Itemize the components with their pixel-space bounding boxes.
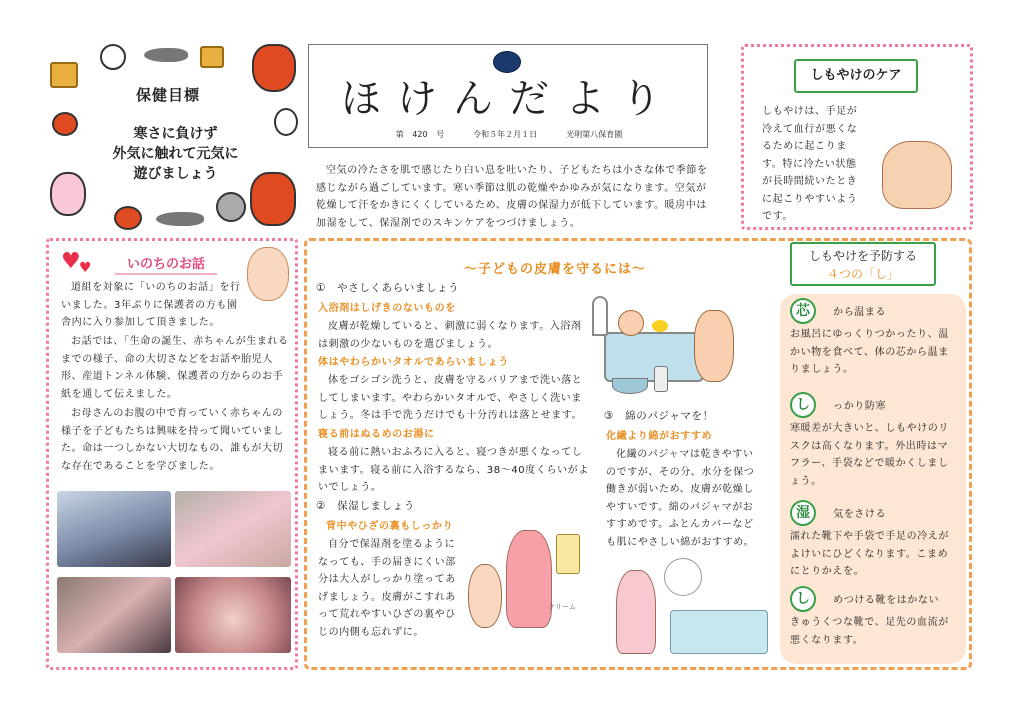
prevent-mark: し <box>790 392 816 418</box>
prevent-item-head: っかり防寒 <box>833 401 887 412</box>
event-photo <box>57 491 171 567</box>
prevent-item <box>790 298 960 379</box>
heart-icon: ♥ <box>79 260 92 276</box>
inochi-panel <box>46 238 298 670</box>
child-bathing-icon <box>618 310 644 336</box>
s2-head: 背中やひざの裏もしっかり <box>326 521 454 532</box>
s1c-text: 寝る前に熱いおふろに入ると、寝つきが悪くなってしまいます。寝る前に入浴するなら、38～40度くらいがよいでしょう。 <box>318 447 589 493</box>
basin-icon <box>612 378 648 394</box>
s1b-text: 体をゴシゴシ洗うと、皮膚を守るバリアまで洗い落としてしまいます。やわらかいタオルで、やさしく洗いましょう。冬は手で洗うだけでも十分汚れは落とせます。 <box>318 375 583 421</box>
shower-icon <box>592 296 608 336</box>
heart-icon: ♥ <box>61 249 81 274</box>
oni-face-icon <box>252 44 296 92</box>
s3-title: ③ 綿のパジャマを！ <box>604 410 714 422</box>
fish-icon <box>144 48 188 62</box>
s2-title: ② 保湿しましょう <box>316 500 415 512</box>
prevent-item-text: お風呂にゆっくりつかったり、温かい物を食べて、体の芯から温まりましょう。 <box>790 329 949 375</box>
shimoyake-care-heading: しもやけのケア <box>794 59 918 93</box>
cotton-icon <box>664 558 702 596</box>
shimoyake-care-text: しもやけは、手足が冷えて血行が悪くなるために起こります。特に冷たい状態が長時間続いたときに起こりやすいようです。 <box>762 106 858 222</box>
mother-icon <box>506 530 552 628</box>
inochi-paragraph: お話では、｢生命の誕生、赤ちゃんが生まれるまでの様子、命の大切さなどをお話や胎児人形、産道トンネル体験、保護者の方からのお手紙を通して伝えました。 <box>61 336 289 400</box>
intro-text: 空気の冷たさを肌で感じたり白い息を吐いたり、子どもたちは小さな体で季節を感じながら過ごしています。寒い季節は肌の乾燥やかゆみが気になります。空気が乾燥して汗をかきにくくしているため、皮膚の保湿力が低下しています。暖房中は加湿をして、保湿剤でのスキンケアをつづけましょう。 <box>316 165 708 229</box>
prevent-mark: し <box>790 586 816 612</box>
bottle-icon <box>654 366 668 392</box>
prevent-item <box>790 392 960 490</box>
prevent-item-text: 濡れた靴下や手袋で手足の冷えがよけいにひどくなります。こまめにとりかえを。 <box>790 531 949 577</box>
rabbit-icon <box>50 172 86 216</box>
s1-title: ① やさしくあらいましょう <box>316 282 460 294</box>
bathing-illustration <box>584 290 750 400</box>
inochi-paragraph: お母さんのお腹の中で育っていく赤ちゃんの様子を子どもたちは興味を持って聞いていました。命は一つしかない大切なもの、誰もが大切な存在であることを学びました。 <box>61 408 284 472</box>
shimoyake-care-panel <box>741 44 973 230</box>
s2-text: 自分で保湿剤を塗るようになっても、手の届きにくい部分は大人がしっかり塗ってあげましょう。皮膚がこすれあって荒れやすいひざの裏やひじの内側も忘れずに。 <box>318 539 456 638</box>
bed-icon <box>670 610 768 654</box>
masu-box-icon <box>200 46 224 68</box>
cream-jar-icon <box>556 534 580 574</box>
masthead <box>308 44 708 148</box>
masu-box-icon <box>50 62 78 88</box>
s1b-head: 体はやわらかいタオルであらいましょう <box>318 357 509 368</box>
mouse-icon <box>216 192 246 222</box>
okame-face-icon <box>100 44 126 70</box>
health-goal-heading: 保健目標 <box>135 86 200 104</box>
issue-number: 第 420 号 <box>395 130 445 139</box>
prevent-item <box>790 500 960 581</box>
prevent-heading-line: ４つの「し」 <box>826 267 899 281</box>
oni-face-icon <box>114 206 142 230</box>
s1c-head: 寝る前はぬるめのお湯に <box>318 429 435 440</box>
s1a-head: 入浴剤はしげきのないものを <box>318 303 456 314</box>
school-logo-icon <box>493 51 521 73</box>
oni-face-icon <box>52 112 78 136</box>
event-photo <box>57 577 171 653</box>
health-goal-panel <box>48 42 300 232</box>
health-goal-line: 遊びましょう <box>133 166 218 182</box>
child-icon <box>468 564 502 628</box>
prevent-item-head: 気をさける <box>833 509 887 520</box>
prevent-mark: 湿 <box>790 500 816 526</box>
health-goal-line: 外気に触れて元気に <box>112 146 239 162</box>
pajama-illustration <box>610 556 770 656</box>
s3-head: 化繊より綿がおすすめ <box>606 431 713 442</box>
rubber-duck-icon <box>652 320 668 332</box>
health-goal-text <box>88 124 263 184</box>
cream-label: クリーム <box>548 603 576 611</box>
prevent-item-text: きゅうくつな靴で、足先の血流が悪くなります。 <box>790 617 949 646</box>
prevent-item <box>790 586 960 649</box>
girl-pajama-icon <box>616 570 656 654</box>
prevent-heading-line: しもやけを予防する <box>808 249 917 263</box>
inochi-paragraph: 道組を対象に「いのちのお話」を行いました。3年ぶりに保護者の方も園舎内に入り参加して頂きました。 <box>61 282 241 328</box>
health-goal-line: 寒さに負けず <box>133 126 218 142</box>
s3-text: 化繊のパジャマは乾きやすいのですが、その分、水分を保つ働きが弱いため、皮膚が乾燥しやすいです。綿のパジャマがおすすめです。ふとんカバーなども肌にやさしい綿がおすすめ。 <box>606 449 755 548</box>
school-name: 光明第八保育園 <box>566 130 623 139</box>
mother-baby-icon <box>247 247 289 301</box>
inochi-heading: いのちのお話 <box>115 253 217 275</box>
event-photo <box>175 577 291 653</box>
event-photo <box>175 491 291 567</box>
issue-line <box>309 129 709 140</box>
prevent-heading <box>790 242 936 286</box>
s1a-text: 皮膚が乾燥していると、刺激に弱くなります。入浴剤は刺激の少ないものを選びましょう。 <box>318 321 582 350</box>
issue-date: 令和５年２月１日 <box>473 130 538 139</box>
prevent-item-head: めつける靴をはかない <box>833 595 940 606</box>
child-washing-icon <box>694 310 734 382</box>
skin-heading: ～子どもの皮膚を守るには～ <box>463 262 646 277</box>
prevent-item-head: から温まる <box>833 307 887 318</box>
moisturizing-illustration <box>466 526 586 636</box>
prevent-mark: 芯 <box>790 298 816 324</box>
newsletter-title: ほけんだより <box>341 76 677 122</box>
fish-icon <box>156 212 204 226</box>
prevent-item-text: 寒暖差が大きいと、しもやけのリスクは高くなります。外出時はマフラー、手袋などで暖かくしましょう。 <box>790 423 949 487</box>
okame-face-icon <box>274 108 298 136</box>
frostbitten-hand-icon <box>882 141 952 209</box>
